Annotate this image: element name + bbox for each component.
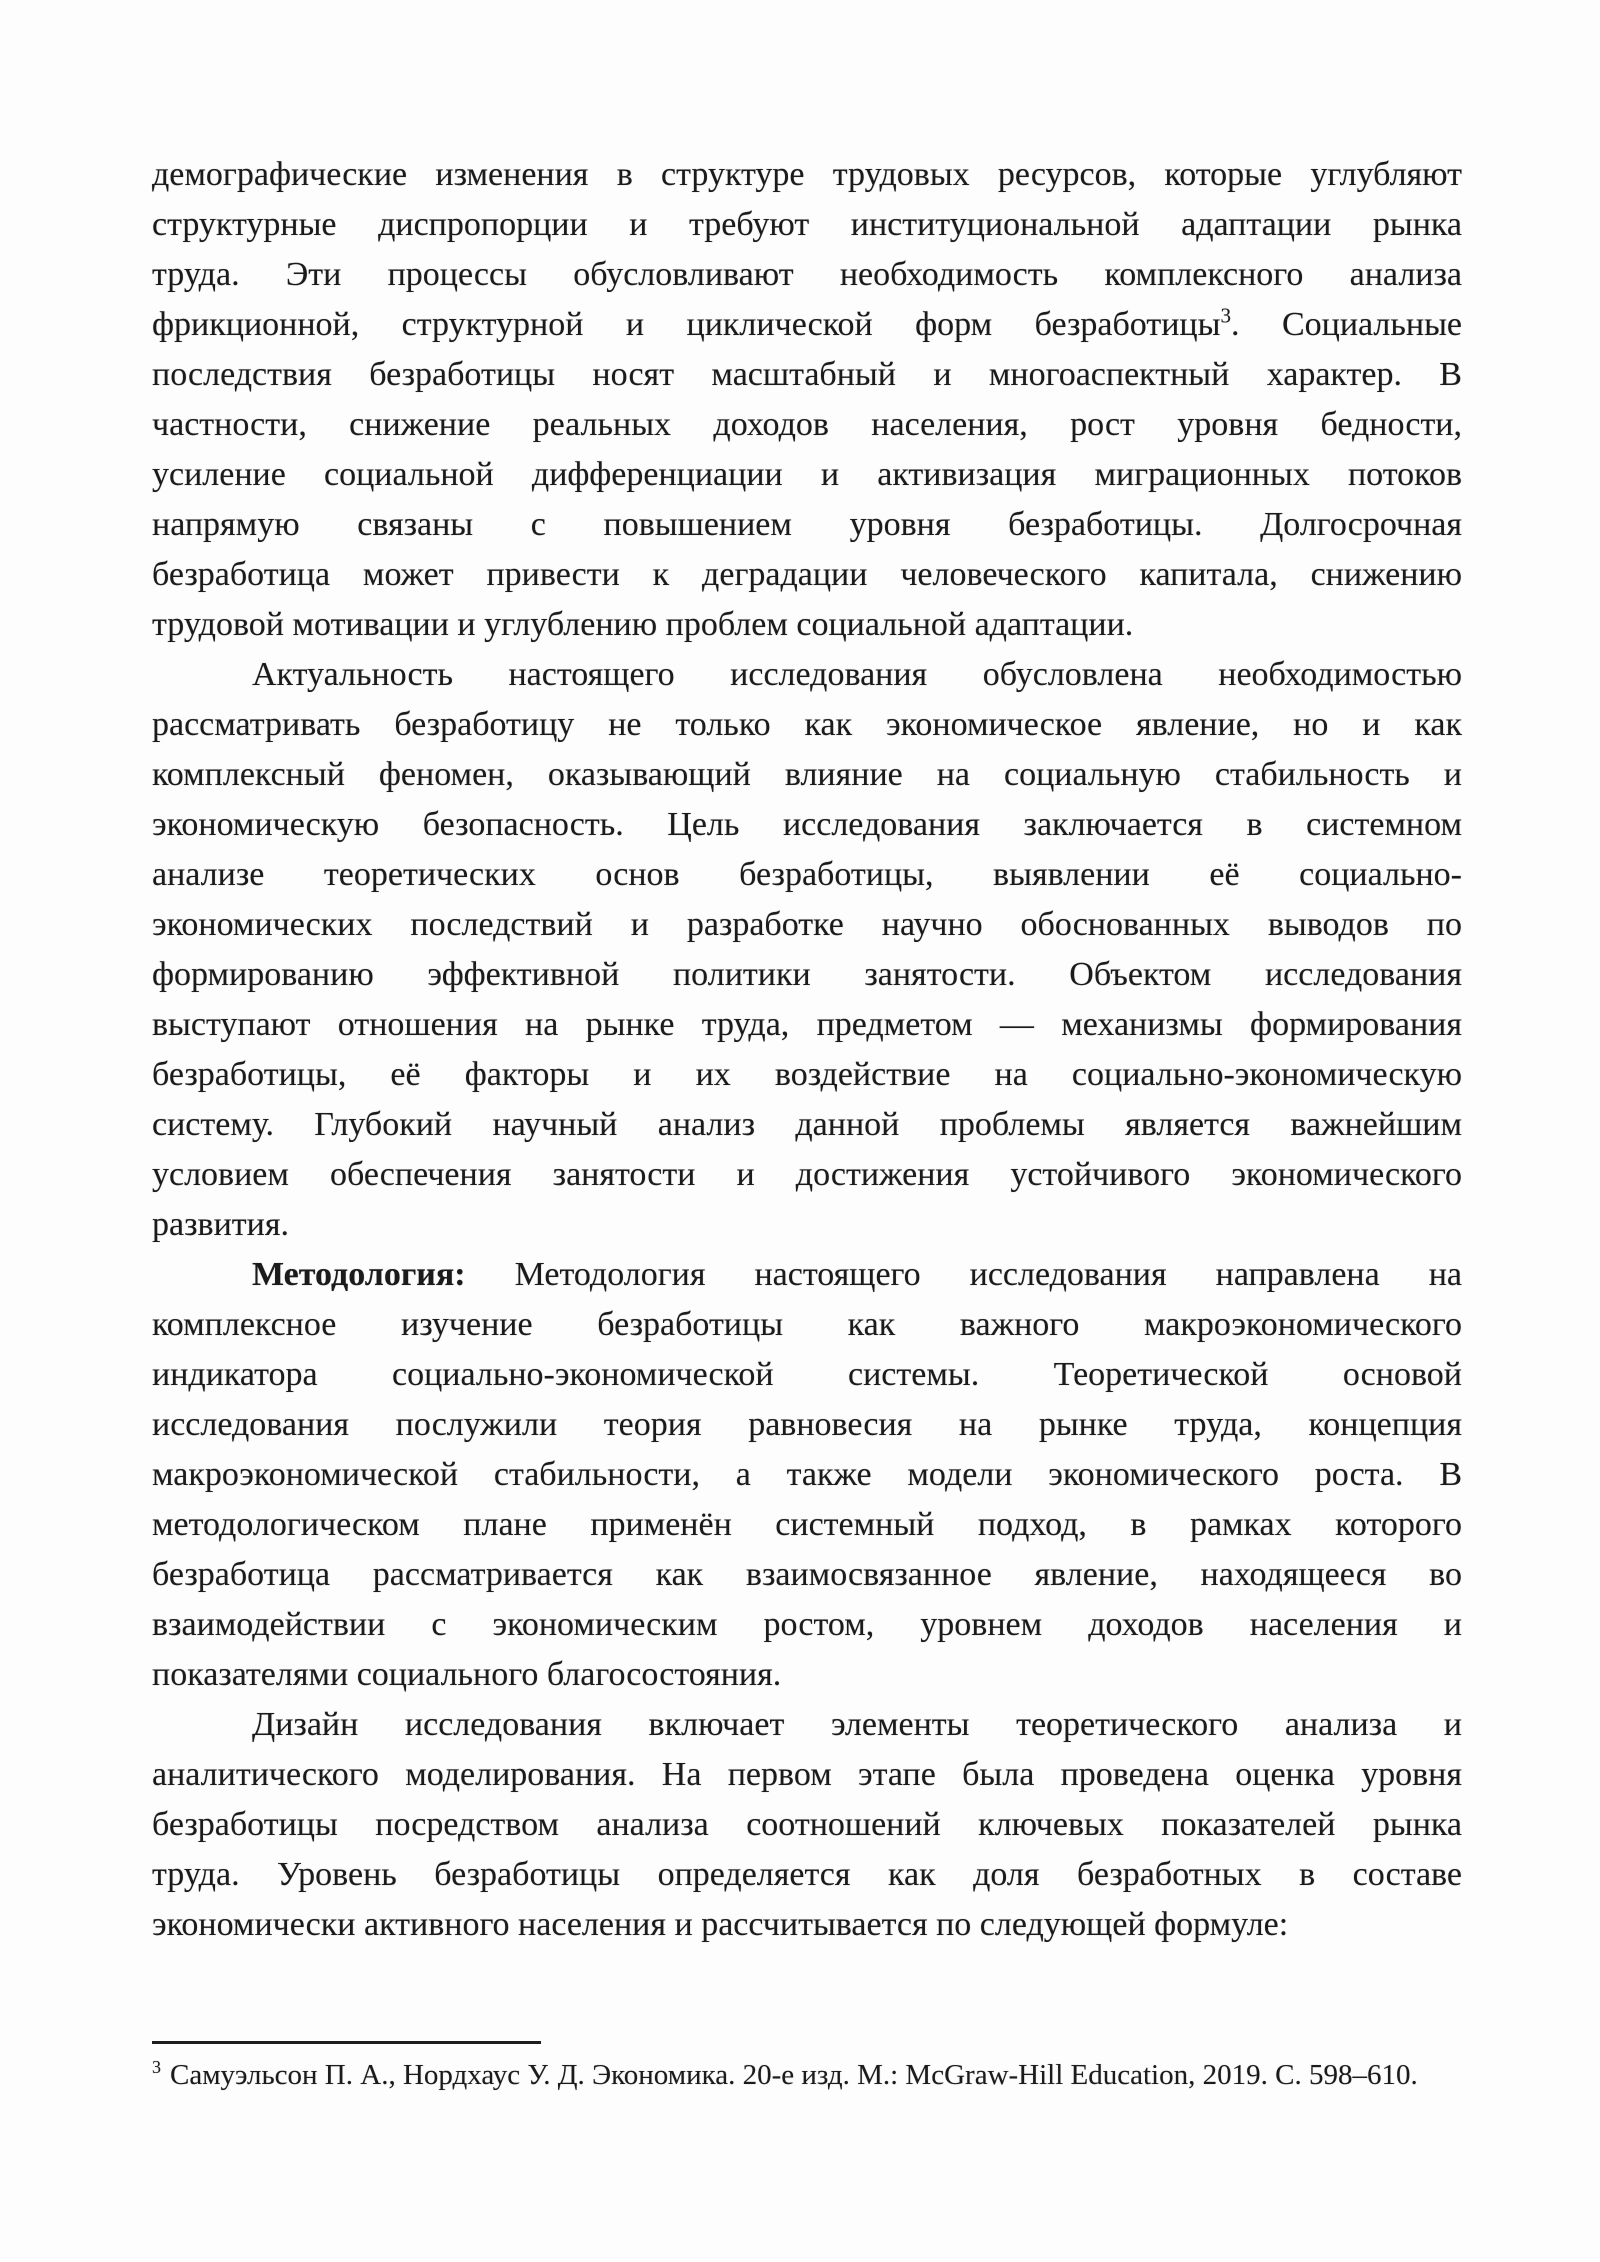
- text-line: анализе теоретических основ безработицы, выявлении её социально-: [152, 856, 1462, 893]
- text-line: безработицы посредством анализа соотношений ключевых показателей рынка: [152, 1806, 1462, 1843]
- footnote-separator: [152, 2041, 541, 2044]
- footnote: [152, 2056, 1462, 2094]
- superscript-footnote-ref: 3: [1220, 303, 1231, 328]
- footnote-text: Самуэльсон П. А., Нордхаус У. Д. Экономика. 20-е изд. М.: McGraw-Hill Education, 2019. С. 598–610.: [169, 2059, 1418, 2091]
- text-line: демографические изменения в структуре трудовых ресурсов, которые углубляют: [152, 156, 1462, 193]
- text-line: комплексное изучение безработицы как важного макроэкономического: [152, 1306, 1462, 1343]
- text-line: условием обеспечения занятости и достижения устойчивого экономического: [152, 1156, 1462, 1193]
- text-line: напрямую связаны с повышением уровня безработицы. Долгосрочная: [152, 506, 1462, 543]
- text-line: рассматривать безработицу не только как экономическое явление, но и как: [152, 706, 1462, 743]
- text-line: экономически активного населения и рассчитывается по следующей формуле:: [152, 1906, 1289, 1943]
- text-run: Методология настоящего исследования направлена на: [465, 1256, 1462, 1293]
- text-line: аналитического моделирования. На первом этапе была проведена оценка уровня: [152, 1756, 1462, 1793]
- paragraph: [152, 1700, 1462, 1950]
- text-line: трудовой мотивации и углублению проблем социальной адаптации.: [152, 606, 1134, 643]
- text-line: экономических последствий и разработке научно обоснованных выводов по: [152, 906, 1462, 943]
- text-line: развития.: [152, 1206, 289, 1243]
- text-line: методологическом плане применён системный подход, в рамках которого: [152, 1506, 1462, 1543]
- text-line: макроэкономической стабильности, а также модели экономического роста. В: [152, 1456, 1462, 1493]
- text-line: [152, 1250, 1462, 1300]
- text-line: экономическую безопасность. Цель исследования заключается в системном: [152, 806, 1462, 843]
- text-line: труда. Эти процессы обусловливают необходимость комплексного анализа: [152, 256, 1462, 293]
- text-line: последствия безработицы носят масштабный и многоаспектный характер. В: [152, 356, 1462, 393]
- text-line: безработица может привести к деградации человеческого капитала, снижению: [152, 556, 1462, 593]
- text-run: фрикционной, структурной и циклической форм безработицы: [152, 306, 1221, 343]
- text-line: формированию эффективной политики занятости. Объектом исследования: [152, 956, 1462, 993]
- paragraph: [152, 150, 1462, 650]
- text-run: . Социальные: [1231, 306, 1463, 343]
- bold-run-in-heading: Методология:: [252, 1256, 466, 1293]
- text-line: индикатора социально-экономической системы. Теоретической основой: [152, 1356, 1462, 1393]
- text-line: усиление социальной дифференциации и активизация миграционных потоков: [152, 456, 1462, 493]
- text-line: комплексный феномен, оказывающий влияние на социальную стабильность и: [152, 756, 1462, 793]
- text-line: труда. Уровень безработицы определяется как доля безработных в составе: [152, 1856, 1462, 1893]
- text-line: систему. Глубокий научный анализ данной проблемы является важнейшим: [152, 1106, 1462, 1143]
- text-line: безработицы, её факторы и их воздействие на социально-экономическую: [152, 1056, 1462, 1093]
- text-line: частности, снижение реальных доходов населения, рост уровня бедности,: [152, 406, 1462, 443]
- text-line: выступают отношения на рынке труда, предметом — механизмы формирования: [152, 1006, 1462, 1043]
- text-line: Актуальность настоящего исследования обусловлена необходимостью: [252, 656, 1462, 693]
- text-line: исследования послужили теория равновесия на рынке труда, концепция: [152, 1406, 1462, 1443]
- text-line: безработица рассматривается как взаимосвязанное явление, находящееся во: [152, 1556, 1462, 1593]
- text-line: взаимодействии с экономическим ростом, уровнем доходов населения и: [152, 1606, 1462, 1643]
- paragraph: [152, 1250, 1462, 1700]
- footnote-marker: 3: [152, 2057, 161, 2078]
- text-line: [152, 300, 1462, 350]
- text-line: Дизайн исследования включает элементы теоретического анализа и: [252, 1706, 1462, 1743]
- text-line: показателями социального благосостояния.: [152, 1656, 782, 1693]
- paragraph: [152, 650, 1462, 1250]
- document-body: [152, 150, 1462, 1950]
- text-line: структурные диспропорции и требуют институциональной адаптации рынка: [152, 206, 1462, 243]
